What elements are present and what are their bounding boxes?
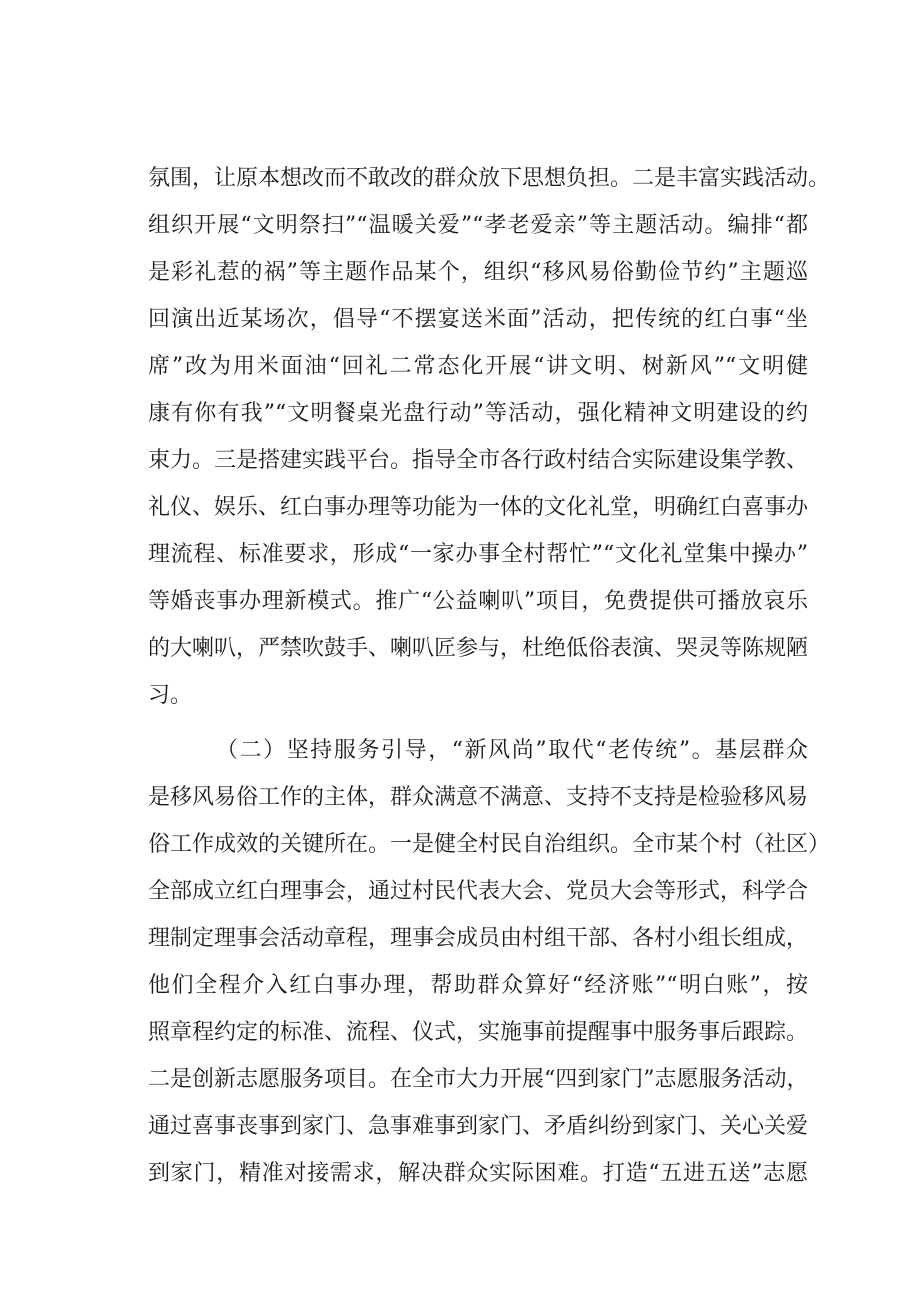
paragraph-1-line-1: 氛围，让原本想改而不敢改的群众放下思想负担。二是丰富实践活动。 xyxy=(148,166,831,191)
paragraph-1-line-6: 康有你有我”“文明餐桌光盘行动”等活动，强化精神文明建设的约 xyxy=(148,401,808,426)
paragraph-1-line-9: 理流程、标准要求，形成“一家办事全村帮忙”“文化礼堂集中操办” xyxy=(148,542,808,567)
paragraph-2-line-8: 二是创新志愿服务项目。在全市大力开展“四到家门”志愿服务活动， xyxy=(148,1067,809,1092)
paragraph-2-line-3: 俗工作成效的关键所在。一是健全村民自治组织。全市某个村（社区） xyxy=(148,832,831,857)
paragraph-1-line-12: 习。 xyxy=(148,683,193,708)
paragraph-1-line-4: 回演出近某场次，倡导“不摆宴送米面”活动，把传统的红白事“坐 xyxy=(148,307,808,332)
paragraph-2-line-9: 通过喜事丧事到家门、急事难事到家门、矛盾纠纷到家门、关心关爱 xyxy=(148,1114,809,1139)
paragraph-1-line-2: 组织开展“文明祭扫”“温暖关爱”“孝老爱亲”等主题活动。编排“都 xyxy=(148,213,808,238)
paragraph-1-line-8: 礼仪、娱乐、红白事办理等功能为一体的文化礼堂，明确红白喜事办 xyxy=(148,495,809,520)
paragraph-1-line-10: 等婚丧事办理新模式。推广“公益喇叭”项目，免费提供可播放哀乐 xyxy=(148,589,808,614)
paragraph-2-line-5: 理制定理事会活动章程，理事会成员由村组干部、各村小组长组成， xyxy=(148,926,809,951)
paragraph-2-line-10: 到家门，精准对接需求，解决群众实际困难。打造“五进五送”志愿 xyxy=(148,1161,808,1186)
paragraph-2-line-7: 照章程约定的标准、流程、仪式，实施事前提醒事中服务事后跟踪。 xyxy=(148,1020,809,1045)
paragraph-2-line-1: （二）坚持服务引导，“新风尚”取代“老传统”。基层群众 xyxy=(216,738,808,763)
paragraph-1-line-7: 束力。三是搭建实践平台。指导全市各行政村结合实际建设集学教、 xyxy=(148,448,809,473)
paragraph-1-line-3: 是彩礼惹的祸”等主题作品某个，组织“移风易俗勤俭节约”主题巡 xyxy=(148,260,808,285)
paragraph-1-line-5: 席”改为用米面油“回礼二常态化开展“讲文明、树新风”“文明健 xyxy=(148,354,808,379)
paragraph-2-line-2: 是移风易俗工作的主体，群众满意不满意、支持不支持是检验移风易 xyxy=(148,785,809,810)
paragraph-2-line-4: 全部成立红白理事会，通过村民代表大会、党员大会等形式，科学合 xyxy=(148,879,809,904)
paragraph-1-line-11: 的大喇叭，严禁吹鼓手、喇叭匠参与，杜绝低俗表演、哭灵等陈规陋 xyxy=(148,636,809,661)
paragraph-2-line-6: 他们全程介入红白事办理，帮助群众算好“经济账”“明白账”，按 xyxy=(148,973,808,998)
